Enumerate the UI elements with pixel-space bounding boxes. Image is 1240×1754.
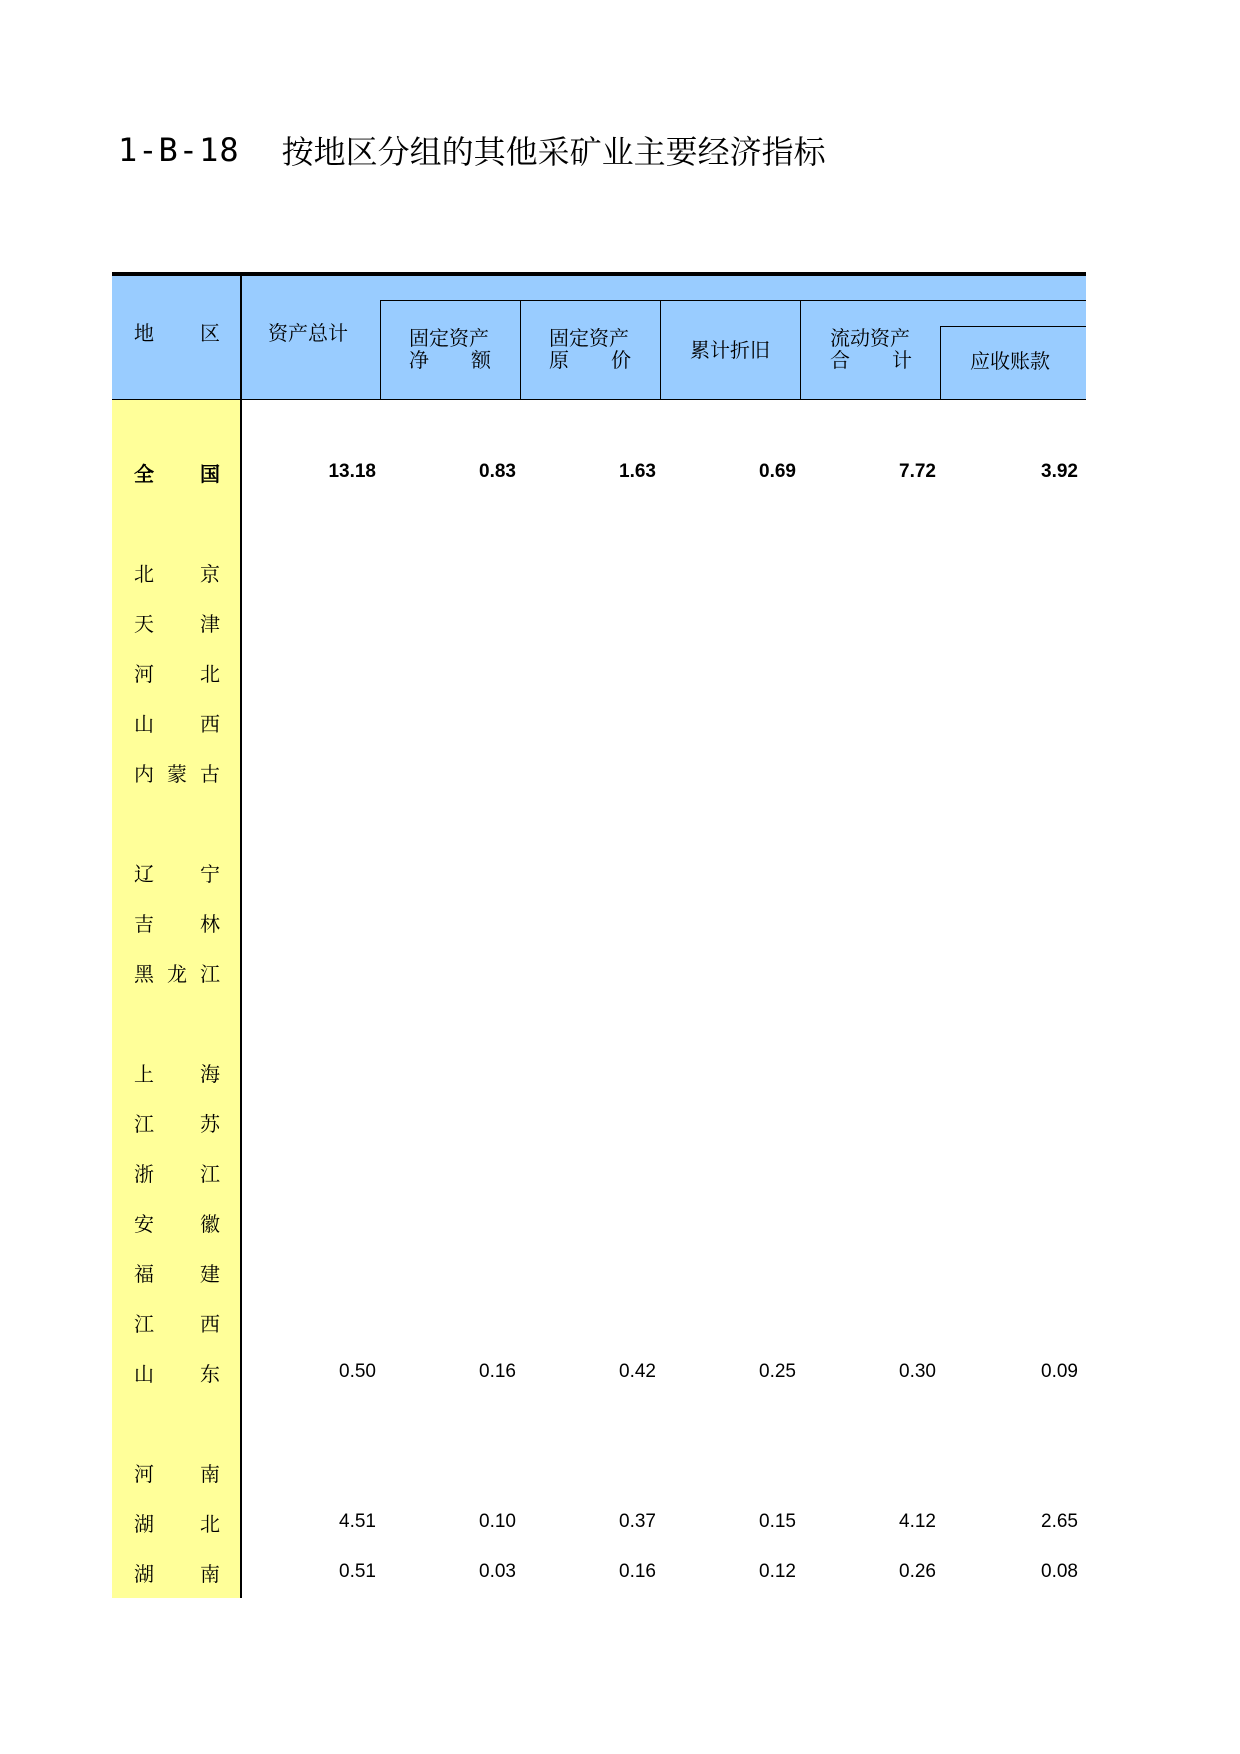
table-cell: 0.69: [759, 461, 796, 482]
table-cell: 0.50: [339, 1361, 376, 1382]
page-title: [118, 128, 826, 172]
header-current-assets: 流动资产 合 计: [830, 326, 912, 372]
region-char: 龙: [167, 961, 187, 986]
table-cell: 0.15: [759, 1511, 796, 1532]
header-vline-4: [800, 300, 801, 400]
table-cell: 0.10: [479, 1511, 516, 1532]
table-cell: 4.51: [339, 1511, 376, 1532]
region-label: [134, 1457, 220, 1487]
region-divider: [240, 276, 242, 1598]
region-label: [134, 1357, 220, 1387]
region-char: 山: [134, 1361, 154, 1386]
header-vline-1: [380, 300, 381, 400]
region-char: 东: [200, 1361, 220, 1386]
region-char: 蒙: [167, 761, 187, 786]
table-cell: 0.51: [339, 1561, 376, 1582]
header-vline-3: [660, 300, 661, 400]
table-title: 按地区分组的其他采矿业主要经济指标: [281, 133, 826, 171]
table-cell: 2.65: [1041, 1511, 1078, 1532]
header-vline-5: [940, 326, 941, 400]
table-cell: 3.92: [1041, 461, 1078, 482]
region-char: 西: [200, 711, 220, 736]
header-subline: [380, 300, 1086, 301]
table-cell: 0.42: [619, 1361, 656, 1382]
header-vline-2: [520, 300, 521, 400]
region-char: 江: [134, 1111, 154, 1136]
region-char: 内: [134, 761, 154, 786]
table-code: 1-B-18: [118, 131, 240, 169]
header-receivables: 应收账款: [970, 349, 1050, 373]
region-label: [134, 1057, 220, 1087]
header-region: 地 区: [134, 321, 220, 345]
region-char: 南: [200, 1461, 220, 1486]
region-label: [134, 857, 220, 887]
region-label: [134, 657, 220, 687]
table-cell: 0.16: [479, 1361, 516, 1382]
region-char: 湖: [134, 1561, 154, 1586]
table-cell: 4.12: [899, 1511, 936, 1532]
region-label: [134, 957, 220, 987]
region-label: [134, 1507, 220, 1537]
region-char: 辽: [134, 861, 154, 886]
region-char: 全: [134, 461, 154, 486]
table-cell: 0.30: [899, 1361, 936, 1382]
region-char: 安: [134, 1211, 154, 1236]
table-cell: 0.16: [619, 1561, 656, 1582]
region-char: 北: [200, 1511, 220, 1536]
table-cell: 0.12: [759, 1561, 796, 1582]
table-top-rule: [112, 272, 1086, 276]
region-char: 南: [200, 1561, 220, 1586]
region-label: [134, 1307, 220, 1337]
region-char: 津: [200, 611, 220, 636]
region-char: 河: [134, 661, 154, 686]
region-char: 建: [200, 1261, 220, 1286]
region-label: [134, 457, 220, 487]
region-label: [134, 557, 220, 587]
region-char: 林: [200, 911, 220, 936]
region-label: [134, 1557, 220, 1587]
header-total-assets: 资产总计: [268, 321, 348, 345]
region-char: 吉: [134, 911, 154, 936]
region-label: [134, 707, 220, 737]
region-char: 江: [200, 1161, 220, 1186]
region-label: [134, 757, 220, 787]
table-cell: 0.37: [619, 1511, 656, 1532]
table-cell: 13.18: [328, 461, 376, 482]
region-label: [134, 607, 220, 637]
region-char: 海: [200, 1061, 220, 1086]
header-depreciation: 累计折旧: [690, 338, 770, 362]
region-char: 江: [200, 961, 220, 986]
region-char: 苏: [200, 1111, 220, 1136]
region-char: 国: [200, 461, 220, 486]
table-cell: 0.83: [479, 461, 516, 482]
region-char: 北: [134, 561, 154, 586]
table-cell: 0.26: [899, 1561, 936, 1582]
region-char: 福: [134, 1261, 154, 1286]
region-label: [134, 1157, 220, 1187]
region-char: 天: [134, 611, 154, 636]
data-table: [112, 272, 1086, 1598]
table-cell: 0.03: [479, 1561, 516, 1582]
region-char: 徽: [200, 1211, 220, 1236]
table-cell: 1.63: [619, 461, 656, 482]
region-char: 湖: [134, 1511, 154, 1536]
region-label: [134, 1207, 220, 1237]
table-cell: 0.08: [1041, 1561, 1078, 1582]
region-char: 河: [134, 1461, 154, 1486]
table-cell: 0.09: [1041, 1361, 1078, 1382]
region-char: 京: [200, 561, 220, 586]
region-char: 上: [134, 1061, 154, 1086]
region-label: [134, 1107, 220, 1137]
region-label: [134, 907, 220, 937]
region-char: 浙: [134, 1161, 154, 1186]
region-char: 江: [134, 1311, 154, 1336]
header-subline-receivables: [940, 326, 1086, 327]
region-char: 古: [200, 761, 220, 786]
header-fixed-original: 固定资产 原 价: [549, 326, 631, 372]
region-label: [134, 1257, 220, 1287]
table-cell: 7.72: [899, 461, 936, 482]
region-char: 西: [200, 1311, 220, 1336]
region-char: 黑: [134, 961, 154, 986]
region-char: 山: [134, 711, 154, 736]
table-cell: 0.25: [759, 1361, 796, 1382]
region-char: 北: [200, 661, 220, 686]
region-char: 宁: [200, 861, 220, 886]
header-fixed-net: 固定资产 净 额: [409, 326, 491, 372]
